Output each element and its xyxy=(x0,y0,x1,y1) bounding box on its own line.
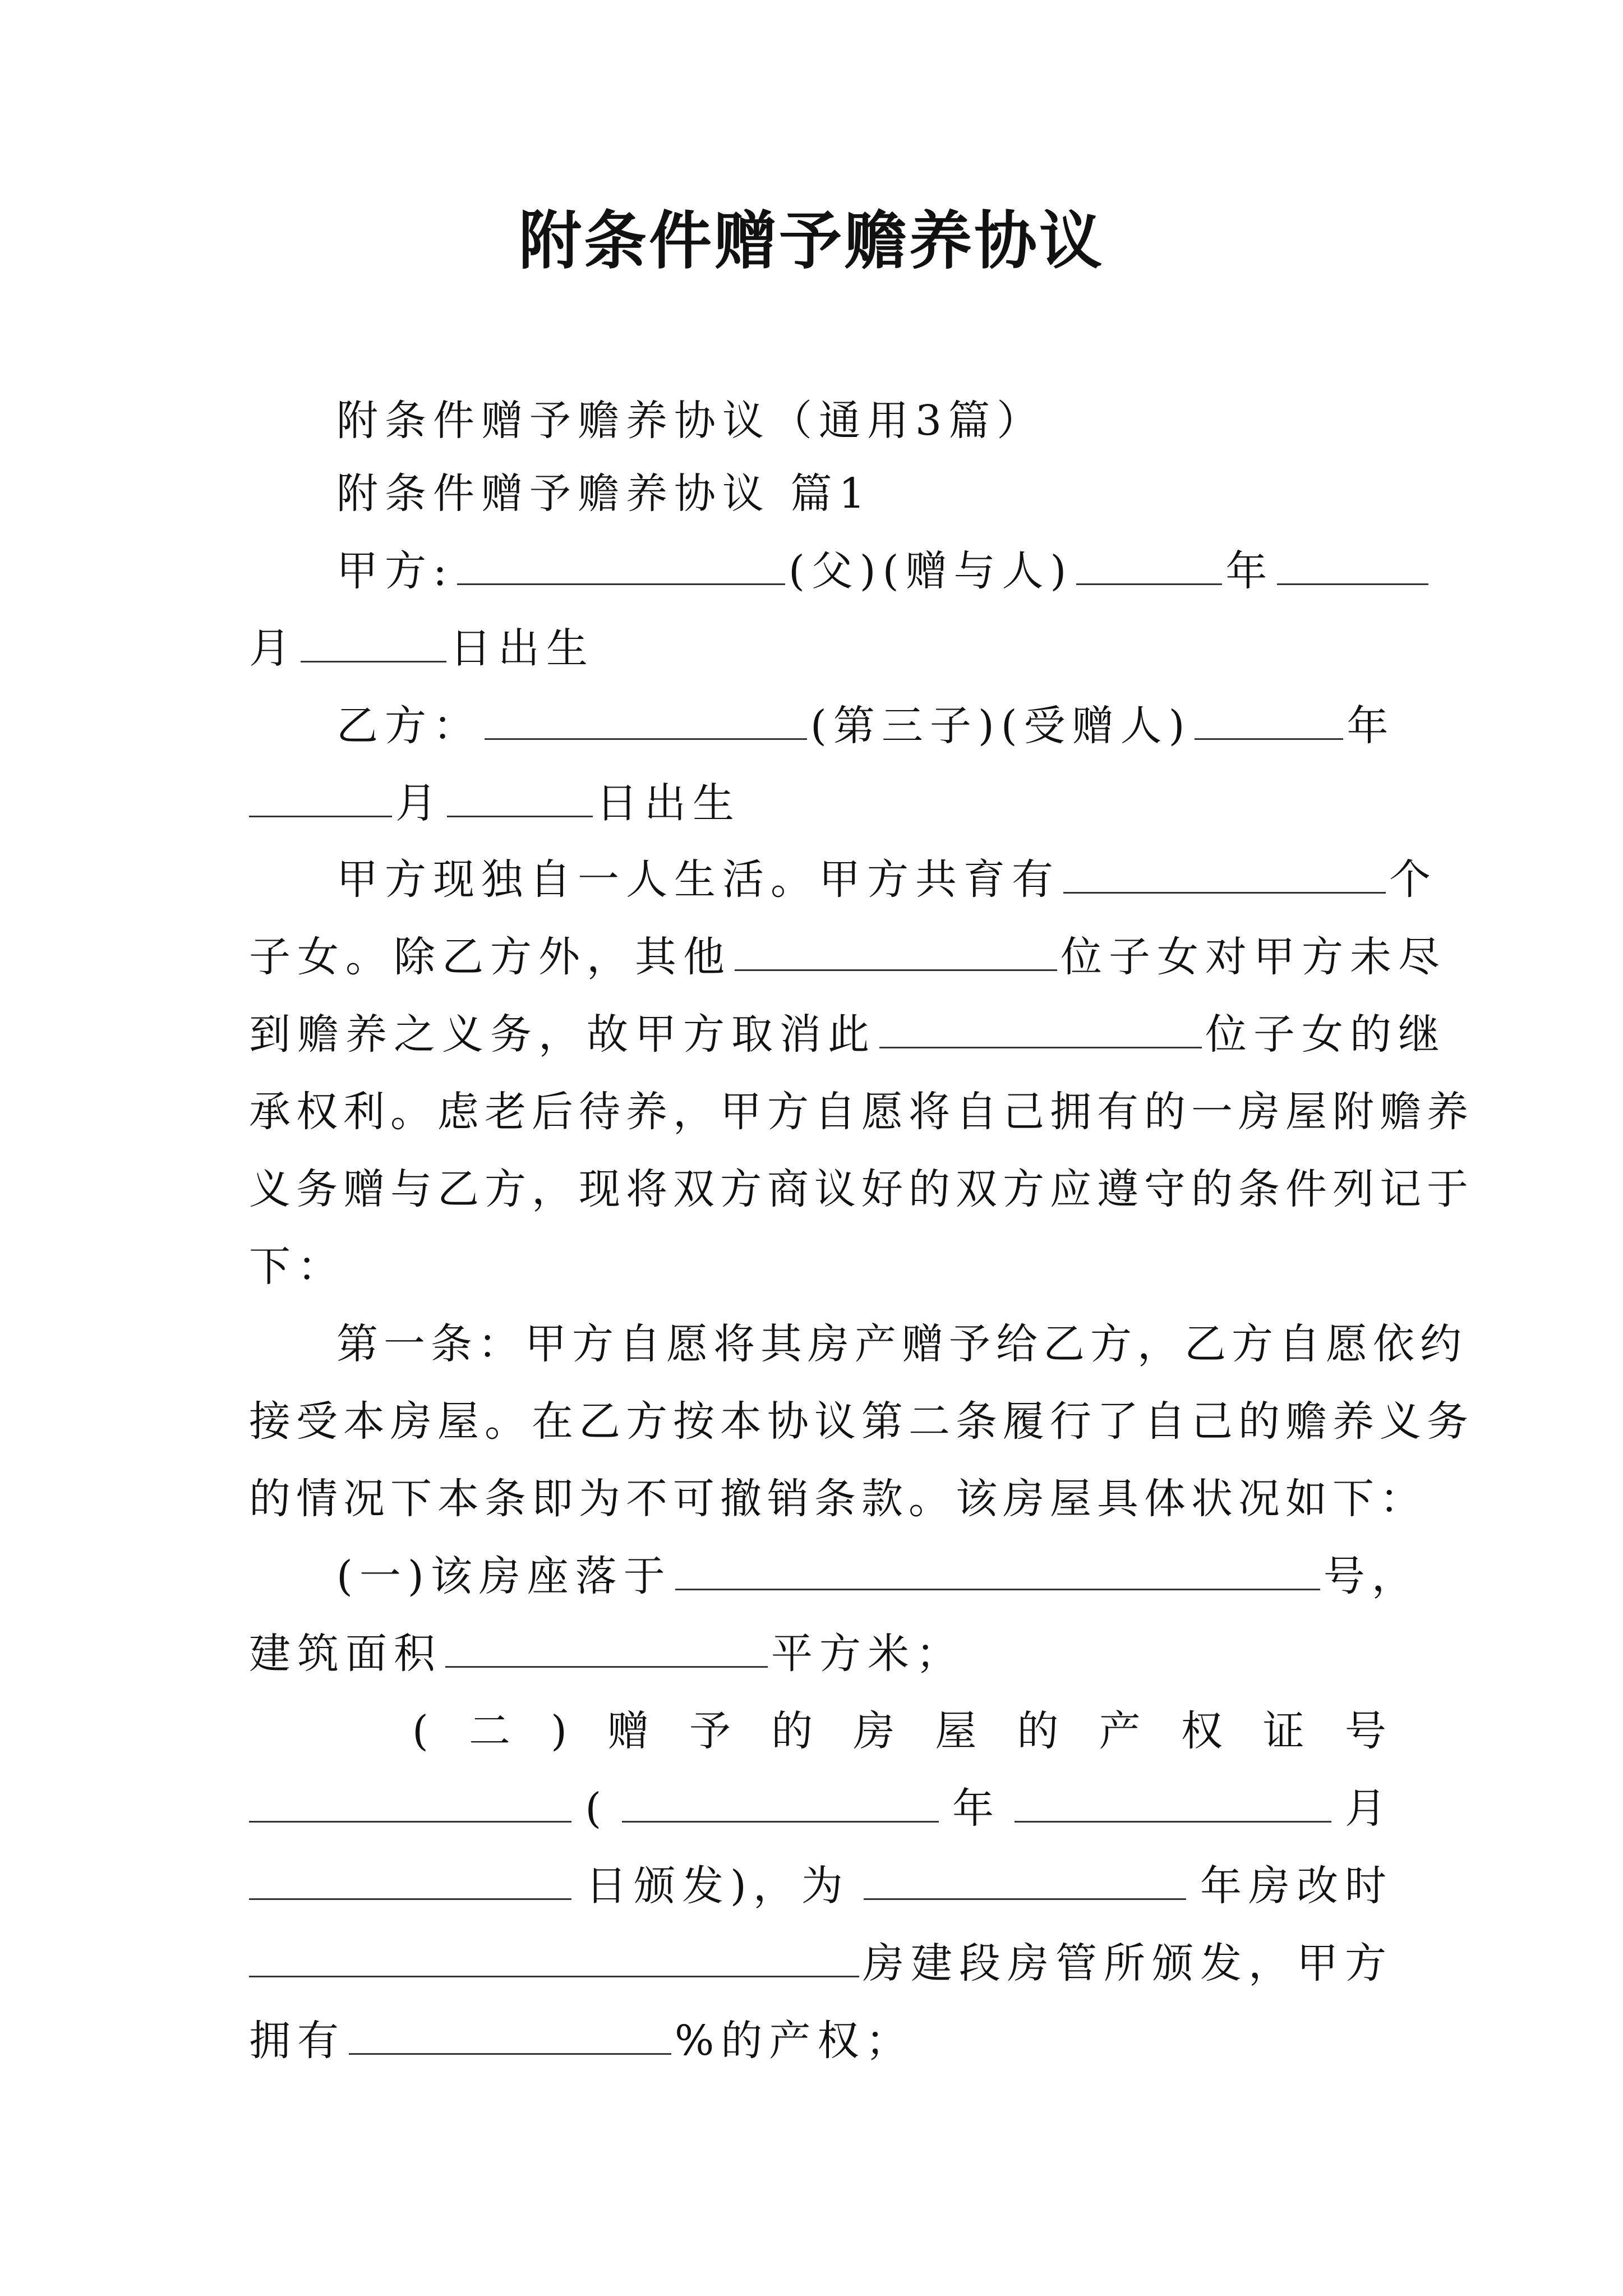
body-text: 接受本房屋。在乙方按本协议第二条履行了自己的赡养义务 xyxy=(249,1397,1474,1446)
other-children-blank[interactable] xyxy=(735,938,1057,971)
body-text: 号 xyxy=(1344,1707,1393,1755)
month-label: 月 xyxy=(249,624,297,673)
body-line xyxy=(249,1239,1393,1295)
body-line xyxy=(249,1084,1474,1140)
area-blank[interactable] xyxy=(445,1635,768,1668)
body-text: 予 xyxy=(689,1707,738,1755)
subtitle-line xyxy=(336,393,1481,449)
party-a-month-blank[interactable] xyxy=(1277,552,1428,585)
body-text: 到赡养之义务，故甲方取消此 xyxy=(249,1010,876,1059)
body-text: %的产权； xyxy=(675,2017,914,2065)
body-line xyxy=(249,1006,1446,1062)
body-line xyxy=(249,929,1446,985)
body-text: 赠 xyxy=(607,1707,656,1755)
revoked-children-blank[interactable] xyxy=(879,1015,1202,1048)
certificate-number-blank[interactable] xyxy=(249,1789,571,1823)
party-a-role: (父)(赠与人) xyxy=(788,547,1073,595)
body-text: 的情况下本条即为不可撤销条款。该房屋具体状况如下： xyxy=(249,1475,1427,1523)
area-line xyxy=(249,1626,1393,1682)
party-b-role: (第三子)(受赠人) xyxy=(810,702,1192,750)
party-a-birth-line xyxy=(249,620,1393,677)
body-text: ( xyxy=(412,1707,435,1755)
body-line xyxy=(249,1393,1474,1450)
party-a-label: 甲方: xyxy=(336,547,454,595)
birth-label: 日出生 xyxy=(596,779,741,827)
body-line xyxy=(249,1161,1474,1217)
body-text: 的 xyxy=(1017,1707,1066,1755)
body-text: 义务赠与乙方，现将双方商议好的双方应遵守的条件列记于 xyxy=(249,1165,1474,1213)
body-text: 二 xyxy=(468,1707,517,1755)
party-a-year-blank[interactable] xyxy=(1076,552,1222,585)
party-b-day-blank[interactable] xyxy=(447,784,593,817)
body-text: 日颁发)，为 xyxy=(585,1862,850,1910)
party-b-month-blank[interactable] xyxy=(249,784,392,817)
body-text: 拥有 xyxy=(249,2017,345,2065)
body-text: 承权利。虑老后待养，甲方自愿将自己拥有的一房屋附赡养 xyxy=(249,1088,1474,1136)
month-label: 月 xyxy=(395,779,444,827)
item-two-line xyxy=(412,1703,1393,1759)
month-label: 月 xyxy=(1344,1784,1393,1833)
document-title: 附条件赠予赡养协议 xyxy=(519,204,1104,278)
body-line xyxy=(249,1471,1427,1527)
item-one-line xyxy=(336,1548,1420,1604)
body-text: 房 xyxy=(853,1707,902,1755)
party-a-name-blank[interactable] xyxy=(457,552,785,585)
section-heading-text: 附条件赠予赡养协议 篇1 xyxy=(336,470,872,518)
body-text: 的 xyxy=(771,1707,820,1755)
issue-year-blank[interactable] xyxy=(622,1789,939,1823)
body-text: 号， xyxy=(1323,1552,1420,1600)
article-one-line xyxy=(336,1316,1467,1372)
party-b-year-blank[interactable] xyxy=(1195,707,1343,740)
party-b-label: 乙方： xyxy=(336,702,481,750)
issue-day-blank[interactable] xyxy=(249,1867,571,1900)
year-label: 年 xyxy=(1347,702,1395,750)
party-b-name-blank[interactable] xyxy=(485,707,807,740)
body-text: 平方米； xyxy=(771,1630,964,1678)
body-text: (一)该房座落于 xyxy=(336,1552,672,1600)
body-text: ) xyxy=(551,1707,574,1755)
body-text: 第一条：甲方自愿将其房产赠予给乙方，乙方自愿依约 xyxy=(336,1320,1467,1368)
ownership-line xyxy=(249,2013,1393,2069)
body-text: 屋 xyxy=(935,1707,984,1755)
body-text: 证 xyxy=(1262,1707,1311,1755)
body-text: 子女。除乙方外，其他 xyxy=(249,933,731,981)
body-text: 建筑面积 xyxy=(249,1630,442,1678)
body-text: 产 xyxy=(1099,1707,1147,1755)
body-text: 甲方现独自一人生活。甲方共育有 xyxy=(336,855,1060,904)
issue-month-blank[interactable] xyxy=(1015,1789,1331,1823)
housing-office-line xyxy=(249,1935,1393,1991)
subtitle-text: 附条件赠予赡养协议（通用3篇） xyxy=(336,397,1045,445)
reform-year-blank[interactable] xyxy=(864,1867,1186,1900)
year-label: 年 xyxy=(1225,547,1274,595)
certificate-line xyxy=(249,1780,1393,1837)
body-text: 年房改时 xyxy=(1200,1862,1393,1910)
body-text: 个 xyxy=(1389,855,1437,904)
party-b-line xyxy=(336,698,1393,754)
issue-line xyxy=(249,1858,1393,1914)
party-a-day-blank[interactable] xyxy=(301,629,446,662)
year-label: 年 xyxy=(952,1784,1001,1833)
address-blank[interactable] xyxy=(675,1557,1320,1590)
party-a-line xyxy=(336,543,1393,599)
body-line xyxy=(336,852,1437,908)
housing-office-blank[interactable] xyxy=(249,1944,859,1977)
body-text: 房建段房管所颁发，甲方 xyxy=(863,1939,1393,1987)
party-b-birth-line xyxy=(249,775,1393,831)
birth-label: 日出生 xyxy=(450,624,594,673)
body-text: 位子女对甲方未尽 xyxy=(1061,933,1446,981)
body-text: 权 xyxy=(1181,1707,1229,1755)
children-count-blank[interactable] xyxy=(1063,861,1386,894)
body-text: 位子女的继 xyxy=(1205,1010,1446,1059)
body-text: 下： xyxy=(249,1243,345,1291)
section-heading xyxy=(336,466,1481,522)
body-text: ( xyxy=(585,1784,608,1833)
ownership-percent-blank[interactable] xyxy=(349,2022,671,2055)
